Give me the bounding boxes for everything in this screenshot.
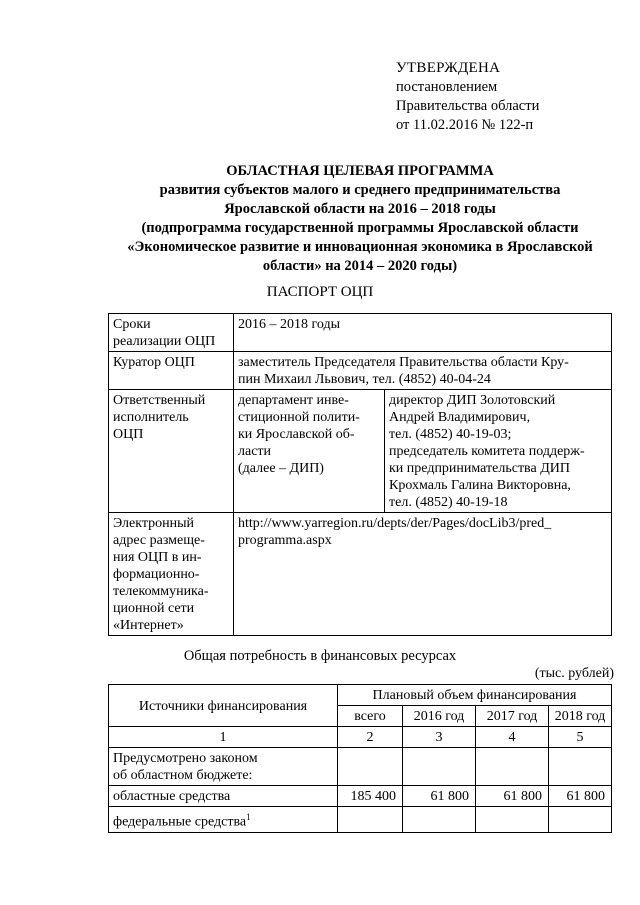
col-2017: 2017 год — [476, 706, 549, 727]
table-row — [109, 727, 612, 748]
title-line-1: ОБЛАСТНАЯ ЦЕЛЕВАЯ ПРОГРАММА — [226, 163, 494, 179]
regional-total: 185 400 — [338, 786, 403, 807]
col-number: 3 — [403, 727, 476, 748]
federal-label-cell — [109, 807, 338, 833]
title-line-5: «Экономическое развитие и инновационная экономика в Ярославской — [127, 239, 593, 255]
approval-block — [396, 59, 539, 135]
table-row — [109, 390, 612, 513]
regional-2018: 61 800 — [549, 786, 612, 807]
col-sources: Источники финансирования — [109, 685, 338, 727]
col-number: 2 — [338, 727, 403, 748]
address-label: Электронный адрес размеще- ния ОЦП в ин- формационно- телекоммуника- ционной сети «Интернет» — [109, 513, 234, 636]
empty-cell — [338, 807, 403, 833]
col-number: 1 — [109, 727, 338, 748]
table-row — [109, 807, 612, 833]
passport-table — [108, 313, 612, 636]
passport-heading: ПАСПОРТ ОЦП — [266, 284, 374, 300]
term-label: Сроки реализации ОЦП — [109, 314, 234, 352]
empty-cell — [549, 807, 612, 833]
executor-dept: департамент инве- стиционной полити- ки Ярославской об- ласти (далее – ДИП) — [234, 390, 385, 513]
curator-label: Куратор ОЦП — [109, 352, 234, 390]
empty-cell — [403, 807, 476, 833]
approval-heading: УТВЕРЖДЕНА — [396, 60, 501, 76]
approval-line-3: от 11.02.2016 № 122-п — [396, 117, 534, 133]
footnote-marker[interactable]: 1 — [246, 812, 251, 822]
empty-cell — [476, 748, 549, 786]
col-total: всего — [338, 706, 403, 727]
finance-table — [108, 684, 612, 833]
finance-heading: Общая потребность в финансовых ресурсах — [183, 648, 457, 664]
col-2018: 2018 год — [549, 706, 612, 727]
regional-2016: 61 800 — [403, 786, 476, 807]
term-value: 2016 – 2018 годы — [234, 314, 612, 352]
table-row — [109, 748, 612, 786]
empty-cell — [403, 748, 476, 786]
table-row — [109, 786, 612, 807]
col-planned: Плановый объем финансирования — [338, 685, 612, 706]
approval-line-2: Правительства области — [396, 98, 540, 114]
federal-label: федеральные средства — [113, 814, 247, 830]
empty-cell — [549, 748, 612, 786]
finance-units: (тыс. рублей) — [534, 666, 614, 681]
regional-2017: 61 800 — [476, 786, 549, 807]
table-row — [109, 685, 612, 706]
table-row — [109, 314, 612, 352]
law-row-label: Предусмотрено законом об областном бюджете: — [109, 748, 338, 786]
col-number: 4 — [476, 727, 549, 748]
document-title — [100, 162, 620, 276]
title-line-4: (подпрограмма государственной программы Ярославской области — [141, 220, 579, 236]
executor-label: Ответственный исполнитель ОЦП — [109, 390, 234, 513]
title-line-2: развития субъектов малого и среднего предпринимательства — [159, 182, 561, 198]
empty-cell — [338, 748, 403, 786]
col-number: 5 — [549, 727, 612, 748]
executor-contacts: директор ДИП Золотовский Андрей Владимирович, тел. (4852) 40-19-03; председатель комитета поддерж- ки предпринимательства ДИП Крохмаль Галина Викторовна, тел. (4852) 40-19-18 — [385, 390, 612, 513]
approval-line-1: постановлением — [396, 79, 498, 95]
empty-cell — [476, 807, 549, 833]
curator-value: заместитель Председателя Правительства области Кру- пин Михаил Львович, тел. (4852) 40-04-24 — [234, 352, 612, 390]
table-row — [109, 513, 612, 636]
title-line-3: Ярославской области на 2016 – 2018 годы — [224, 201, 496, 217]
address-link[interactable]: http://www.yarregion.ru/depts/der/Pages/docLib3/pred_ programma.aspx — [234, 513, 612, 636]
col-2016: 2016 год — [403, 706, 476, 727]
regional-label: областные средства — [109, 786, 338, 807]
table-row — [109, 352, 612, 390]
title-line-6: области» на 2014 – 2020 годы) — [262, 258, 458, 274]
